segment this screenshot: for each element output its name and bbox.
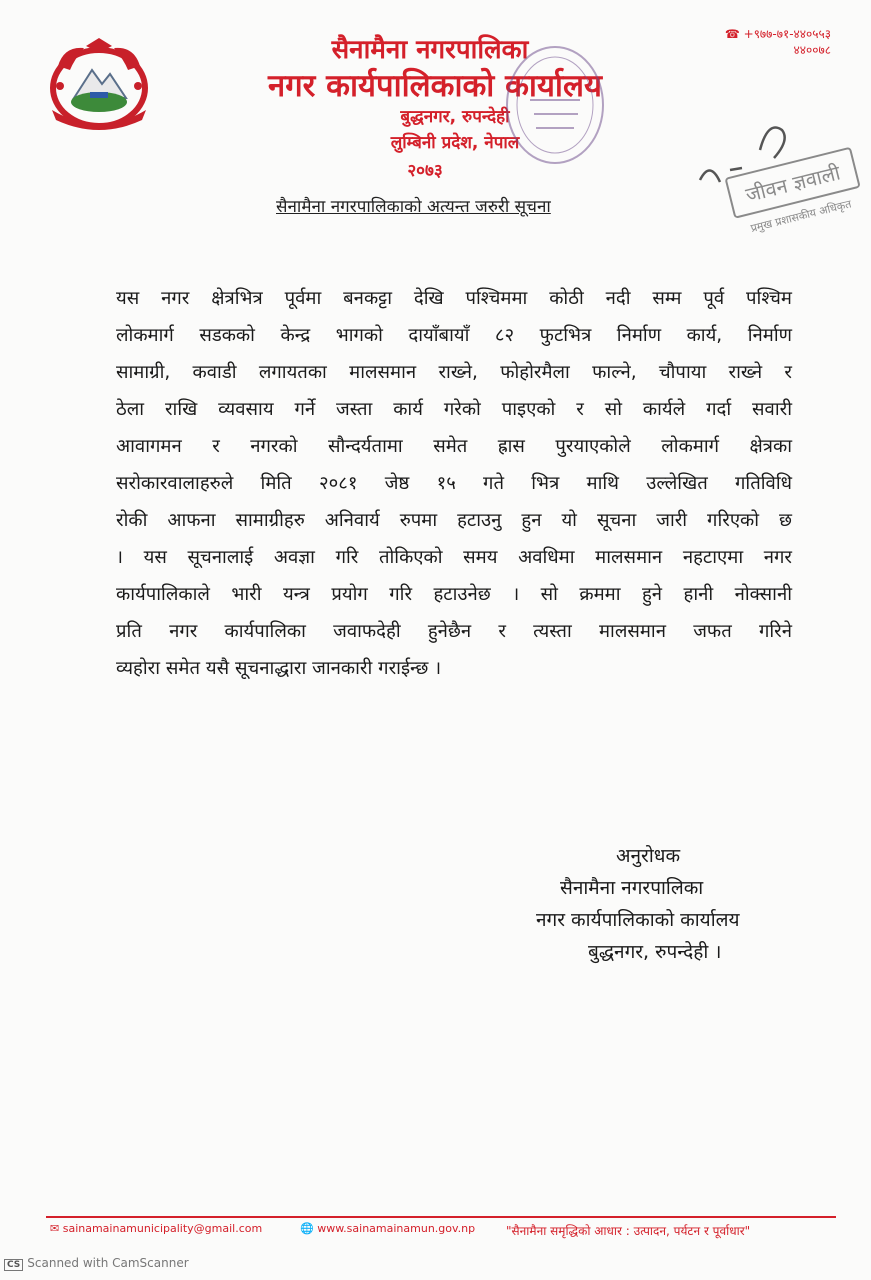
notice-line: प्रति नगर कार्यपालिका जवाफदेही हुनेछैन र त्यस्ता मालसमान जफत गरिने [116,621,792,642]
notice-line: सामाग्री, कवाडी लगायतका मालसमान राख्ने, फोहोरमैला फाल्ने, चौपाया राख्ने र [116,362,792,383]
municipality-name: सैनामैना नगरपालिका [331,35,529,65]
closing-requester: अनुरोधक [616,845,681,867]
footer-email [50,1222,262,1235]
notice-line: यस नगर क्षेत्रभित्र पूर्वमा बनकट्टा देखि पश्चिममा कोठी नदी सम्म पूर्व पश्चिम [116,288,792,309]
closing-office: नगर कार्यपालिकाको कार्यालय [536,909,740,931]
scanner-watermark [4,1256,189,1271]
phone-number-secondary: ४४००७८ [793,43,831,57]
footer-email-text: sainamainamunicipality@gmail.com [62,1222,263,1235]
signature-name: जीवन ज्ञवाली [743,160,843,208]
notice-line: आवागमन र नगरको सौन्दर्यतामा समेत ह्रास पुरयाएकोले लोकमार्ग क्षेत्रका [116,436,792,457]
notice-line: ठेला राखि व्यवसाय गर्ने जस्ता कार्य गरेको पाइएको र सो कार्यले गर्दा सवारी [116,399,792,420]
footer-website-text: www.sainamainamun.gov.np [317,1222,476,1235]
notice-line: लोकमार्ग सडकको केन्द्र भागको दायाँबायाँ ८२ फुटभित्र निर्माण कार्य, निर्माण [116,325,792,346]
notice-title: सैनामैना नगरपालिकाको अत्यन्त जरुरी सूचना [276,197,551,217]
notice-line: । यस सूचनालाई अवज्ञा गरि तोकिएको समय अवधिमा मालसमान नहटाएमा नगर [116,547,792,568]
notice-line: रोकी आफना सामाग्रीहरु अनिवार्य रुपमा हटाउनु हुन यो सूचना जारी गरिएको छ [116,510,792,531]
notice-body [116,280,792,687]
closing-address: बुद्धनगर, रुपन्देही । [588,941,722,963]
scanner-text: Scanned with CamScanner [27,1256,189,1270]
signature-title: प्रमुख प्रशासकीय अधिकृत [749,197,853,236]
email-icon: ✉ [50,1222,63,1235]
camscanner-logo-icon: CS [4,1259,23,1271]
footer-divider [46,1216,836,1218]
phone-block [725,26,831,58]
established-year: २०७३ [407,161,443,181]
footer-website [300,1222,475,1235]
office-name: नगर कार्यपालिकाको कार्यालय [268,68,602,104]
closing-municipality: सैनामैना नगरपालिका [560,877,704,899]
closing-block [536,840,820,968]
phone-number-primary: ☎ +९७७-७१-४४०५५३ [724,27,831,41]
notice-line: व्यहोरा समेत यसै सूचनाद्धारा जानकारी गराईन्छ । [116,658,442,679]
nepal-emblem-icon [44,36,154,132]
notice-line: सरोकारवालाहरुले मिति २०८१ जेष्ठ १५ गते भित्र माथि उल्लेखित गतिविधि [116,473,792,494]
globe-icon: 🌐 [300,1222,318,1235]
notice-line: कार्यपालिकाले भारी यन्त्र प्रयोग गरि हटाउनेछ । सो क्रममा हुने हानी नोक्सानी [116,584,792,605]
footer-slogan: "सैनामैना समृद्धिको आधार : उत्पादन, पर्यटन र पूर्वाधार" [506,1224,751,1238]
office-address: बुद्धनगर, रुपन्देही [400,107,510,127]
signature-seal [690,110,860,250]
office-province: लुम्बिनी प्रदेश, नेपाल [390,133,520,153]
office-stamp-icon [500,40,610,170]
